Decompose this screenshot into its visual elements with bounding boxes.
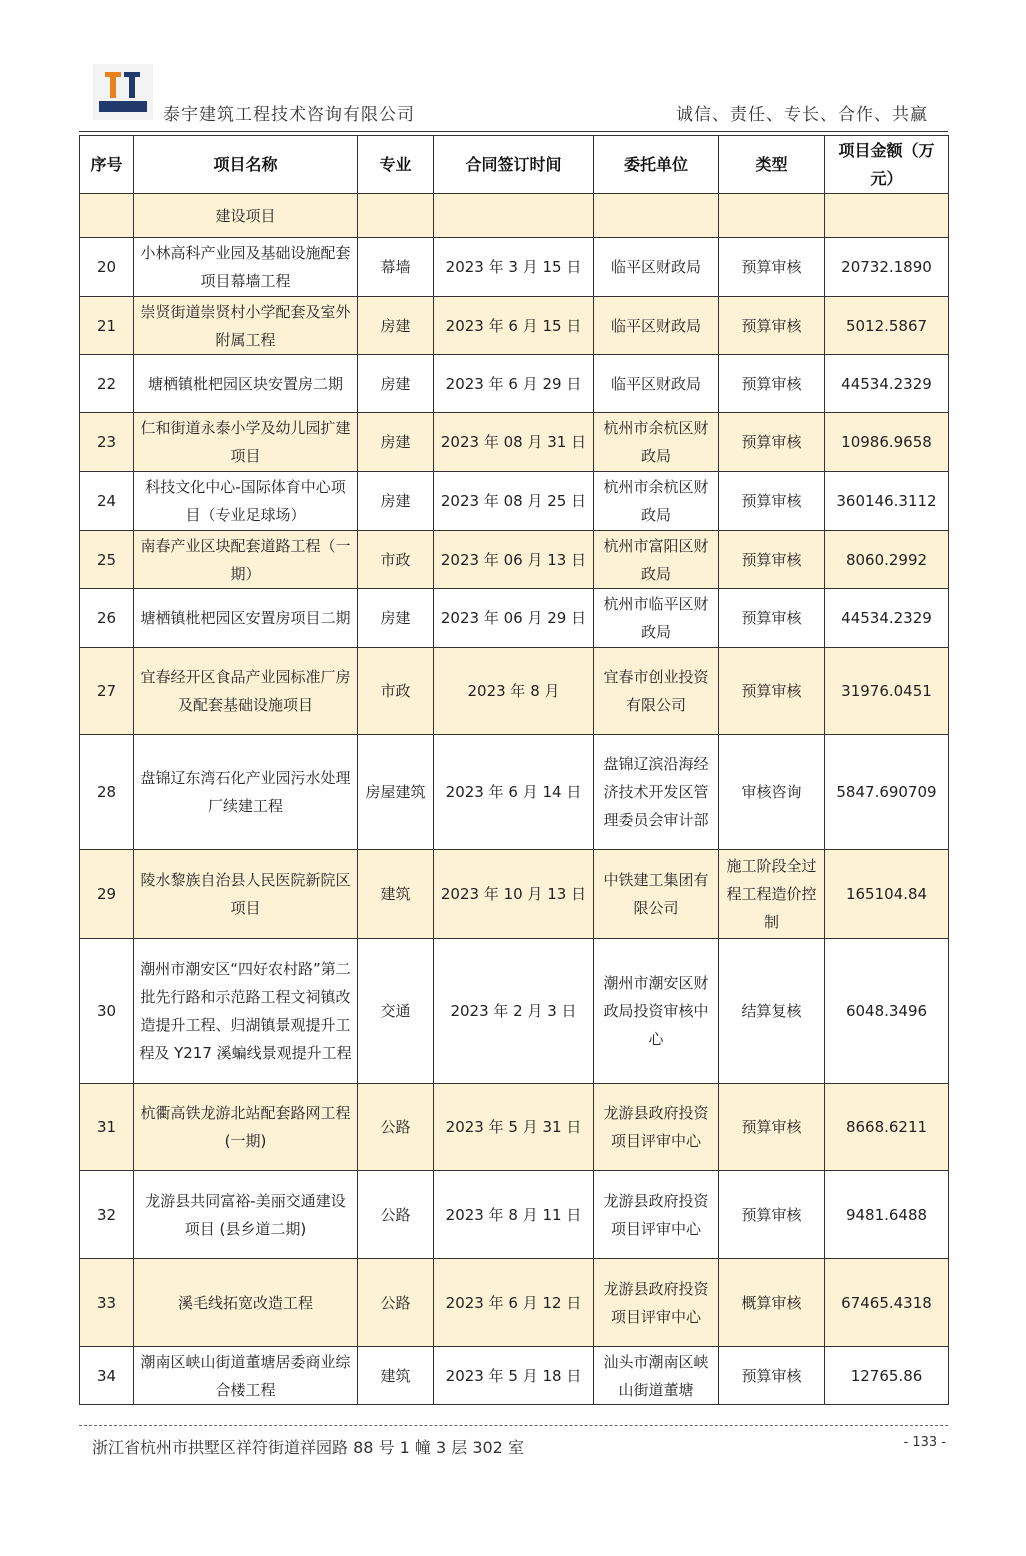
company-logo <box>93 64 153 120</box>
cell-specialty: 公路 <box>358 1259 434 1347</box>
cell-amount: 360146.3112 <box>825 472 949 531</box>
cell-client: 临平区财政局 <box>594 238 719 297</box>
cell-project-name: 宜春经开区食品产业园标准厂房及配套基础设施项目 <box>134 648 358 735</box>
page-header <box>79 58 948 132</box>
page-number: - 133 - <box>903 1435 946 1450</box>
table-header-row <box>80 136 949 194</box>
cell-specialty <box>358 194 434 238</box>
cell-no: 33 <box>80 1259 134 1347</box>
cell-specialty: 房建 <box>358 589 434 648</box>
cell-project-name: 仁和街道永泰小学及幼儿园扩建项目 <box>134 413 358 472</box>
cell-type: 结算复核 <box>719 939 825 1084</box>
table-row <box>80 355 949 413</box>
cell-contract-date: 2023 年 8 月 11 日 <box>434 1171 594 1259</box>
cell-client: 中铁建工集团有限公司 <box>594 850 719 939</box>
cell-client <box>594 194 719 238</box>
project-table <box>79 135 949 1405</box>
cell-specialty: 房建 <box>358 472 434 531</box>
cell-client: 杭州市余杭区财政局 <box>594 472 719 531</box>
table-row <box>80 1347 949 1405</box>
cell-no <box>80 194 134 238</box>
footer-divider <box>79 1425 948 1426</box>
cell-specialty: 房建 <box>358 355 434 413</box>
footer-address: 浙江省杭州市拱墅区祥符街道祥园路 88 号 1 幢 3 层 302 室 <box>92 1438 524 1457</box>
cell-client: 杭州市富阳区财政局 <box>594 531 719 589</box>
cell-contract-date: 2023 年 6 月 12 日 <box>434 1259 594 1347</box>
cell-no: 30 <box>80 939 134 1084</box>
cell-type: 预算审核 <box>719 1171 825 1259</box>
cell-amount: 20732.1890 <box>825 238 949 297</box>
cell-no: 31 <box>80 1084 134 1171</box>
cell-contract-date: 2023 年 5 月 31 日 <box>434 1084 594 1171</box>
cell-contract-date: 2023 年 08 月 25 日 <box>434 472 594 531</box>
cell-specialty: 公路 <box>358 1171 434 1259</box>
cell-amount: 5012.5867 <box>825 297 949 355</box>
cell-project-name: 溪毛线拓宽改造工程 <box>134 1259 358 1347</box>
cell-specialty: 房屋建筑 <box>358 735 434 850</box>
column-header-amount: 项目金额（万元） <box>825 136 949 194</box>
cell-specialty: 房建 <box>358 413 434 472</box>
cell-contract-date: 2023 年 2 月 3 日 <box>434 939 594 1084</box>
company-slogan: 诚信、责任、专长、合作、共赢 <box>676 105 928 125</box>
table-row <box>80 472 949 531</box>
cell-project-name: 塘栖镇枇杷园区块安置房二期 <box>134 355 358 413</box>
table-row <box>80 1084 949 1171</box>
cell-contract-date: 2023 年 6 月 29 日 <box>434 355 594 413</box>
cell-client: 杭州市临平区财政局 <box>594 589 719 648</box>
cell-type <box>719 194 825 238</box>
cell-project-name: 盘锦辽东湾石化产业园污水处理厂续建工程 <box>134 735 358 850</box>
cell-type: 概算审核 <box>719 1259 825 1347</box>
cell-project-name: 杭衢高铁龙游北站配套路网工程(一期) <box>134 1084 358 1171</box>
table-row <box>80 939 949 1084</box>
cell-specialty: 建筑 <box>358 1347 434 1405</box>
cell-type: 预算审核 <box>719 1084 825 1171</box>
cell-type: 预算审核 <box>719 589 825 648</box>
column-header-date: 合同签订时间 <box>434 136 594 194</box>
cell-specialty: 建筑 <box>358 850 434 939</box>
table-row <box>80 238 949 297</box>
cell-type: 预算审核 <box>719 413 825 472</box>
cell-contract-date: 2023 年 6 月 14 日 <box>434 735 594 850</box>
cell-amount: 9481.6488 <box>825 1171 949 1259</box>
cell-project-name: 建设项目 <box>134 194 358 238</box>
company-name: 泰宇建筑工程技术咨询有限公司 <box>163 105 415 125</box>
table-row <box>80 850 949 939</box>
table-row <box>80 735 949 850</box>
column-header-name: 项目名称 <box>134 136 358 194</box>
cell-type: 预算审核 <box>719 297 825 355</box>
cell-amount: 12765.86 <box>825 1347 949 1405</box>
cell-contract-date <box>434 194 594 238</box>
cell-project-name: 塘栖镇枇杷园区安置房项目二期 <box>134 589 358 648</box>
cell-type: 预算审核 <box>719 238 825 297</box>
cell-project-name: 潮州市潮安区“四好农村路”第二批先行路和示范路工程文祠镇改造提升工程、归湖镇景观提升工程及 Y217 溪蝙线景观提升工程 <box>134 939 358 1084</box>
cell-amount: 67465.4318 <box>825 1259 949 1347</box>
cell-no: 20 <box>80 238 134 297</box>
cell-client: 龙游县政府投资项目评审中心 <box>594 1259 719 1347</box>
cell-client: 临平区财政局 <box>594 297 719 355</box>
cell-contract-date: 2023 年 06 月 29 日 <box>434 589 594 648</box>
column-header-no: 序号 <box>80 136 134 194</box>
cell-no: 22 <box>80 355 134 413</box>
cell-type: 预算审核 <box>719 648 825 735</box>
cell-no: 34 <box>80 1347 134 1405</box>
cell-type: 审核咨询 <box>719 735 825 850</box>
cell-amount: 44534.2329 <box>825 589 949 648</box>
table-row <box>80 1171 949 1259</box>
cell-client: 临平区财政局 <box>594 355 719 413</box>
column-header-client: 委托单位 <box>594 136 719 194</box>
cell-client: 龙游县政府投资项目评审中心 <box>594 1171 719 1259</box>
cell-no: 32 <box>80 1171 134 1259</box>
cell-contract-date: 2023 年 5 月 18 日 <box>434 1347 594 1405</box>
cell-specialty: 市政 <box>358 648 434 735</box>
cell-client: 盘锦辽滨沿海经济技术开发区管理委员会审计部 <box>594 735 719 850</box>
table-row <box>80 648 949 735</box>
cell-amount: 31976.0451 <box>825 648 949 735</box>
cell-project-name: 小林高科产业园及基础设施配套项目幕墙工程 <box>134 238 358 297</box>
cell-contract-date: 2023 年 06 月 13 日 <box>434 531 594 589</box>
cell-type: 预算审核 <box>719 1347 825 1405</box>
cell-type: 预算审核 <box>719 531 825 589</box>
cell-amount: 8668.6211 <box>825 1084 949 1171</box>
table-row <box>80 1259 949 1347</box>
cell-contract-date: 2023 年 10 月 13 日 <box>434 850 594 939</box>
cell-no: 29 <box>80 850 134 939</box>
cell-specialty: 交通 <box>358 939 434 1084</box>
cell-amount: 10986.9658 <box>825 413 949 472</box>
cell-contract-date: 2023 年 08 月 31 日 <box>434 413 594 472</box>
cell-project-name: 潮南区峡山街道董塘居委商业综合楼工程 <box>134 1347 358 1405</box>
cell-contract-date: 2023 年 8 月 <box>434 648 594 735</box>
cell-no: 25 <box>80 531 134 589</box>
cell-no: 28 <box>80 735 134 850</box>
cell-type: 预算审核 <box>719 472 825 531</box>
column-header-specialty: 专业 <box>358 136 434 194</box>
cell-type: 施工阶段全过程工程造价控制 <box>719 850 825 939</box>
cell-project-name: 龙游县共同富裕-美丽交通建设项目 (县乡道二期) <box>134 1171 358 1259</box>
column-header-type: 类型 <box>719 136 825 194</box>
cell-project-name: 陵水黎族自治县人民医院新院区项目 <box>134 850 358 939</box>
cell-amount: 6048.3496 <box>825 939 949 1084</box>
cell-specialty: 房建 <box>358 297 434 355</box>
table-row <box>80 589 949 648</box>
cell-amount: 8060.2992 <box>825 531 949 589</box>
cell-client: 杭州市余杭区财政局 <box>594 413 719 472</box>
cell-type: 预算审核 <box>719 355 825 413</box>
table-row <box>80 531 949 589</box>
table-row <box>80 413 949 472</box>
cell-client: 龙游县政府投资项目评审中心 <box>594 1084 719 1171</box>
table-row <box>80 297 949 355</box>
cell-no: 21 <box>80 297 134 355</box>
cell-no: 23 <box>80 413 134 472</box>
cell-no: 26 <box>80 589 134 648</box>
table-row <box>80 194 949 238</box>
cell-amount: 5847.690709 <box>825 735 949 850</box>
header-divider <box>79 131 948 132</box>
cell-specialty: 公路 <box>358 1084 434 1171</box>
cell-amount <box>825 194 949 238</box>
cell-no: 27 <box>80 648 134 735</box>
cell-no: 24 <box>80 472 134 531</box>
cell-project-name: 科技文化中心-国际体育中心项目（专业足球场） <box>134 472 358 531</box>
cell-specialty: 幕墙 <box>358 238 434 297</box>
cell-contract-date: 2023 年 3 月 15 日 <box>434 238 594 297</box>
cell-amount: 44534.2329 <box>825 355 949 413</box>
cell-client: 潮州市潮安区财政局投资审核中心 <box>594 939 719 1084</box>
cell-client: 宜春市创业投资有限公司 <box>594 648 719 735</box>
cell-client: 汕头市潮南区峡山街道董塘 <box>594 1347 719 1405</box>
cell-specialty: 市政 <box>358 531 434 589</box>
cell-project-name: 崇贤街道崇贤村小学配套及室外附属工程 <box>134 297 358 355</box>
cell-project-name: 南春产业区块配套道路工程（一期） <box>134 531 358 589</box>
cell-amount: 165104.84 <box>825 850 949 939</box>
cell-contract-date: 2023 年 6 月 15 日 <box>434 297 594 355</box>
